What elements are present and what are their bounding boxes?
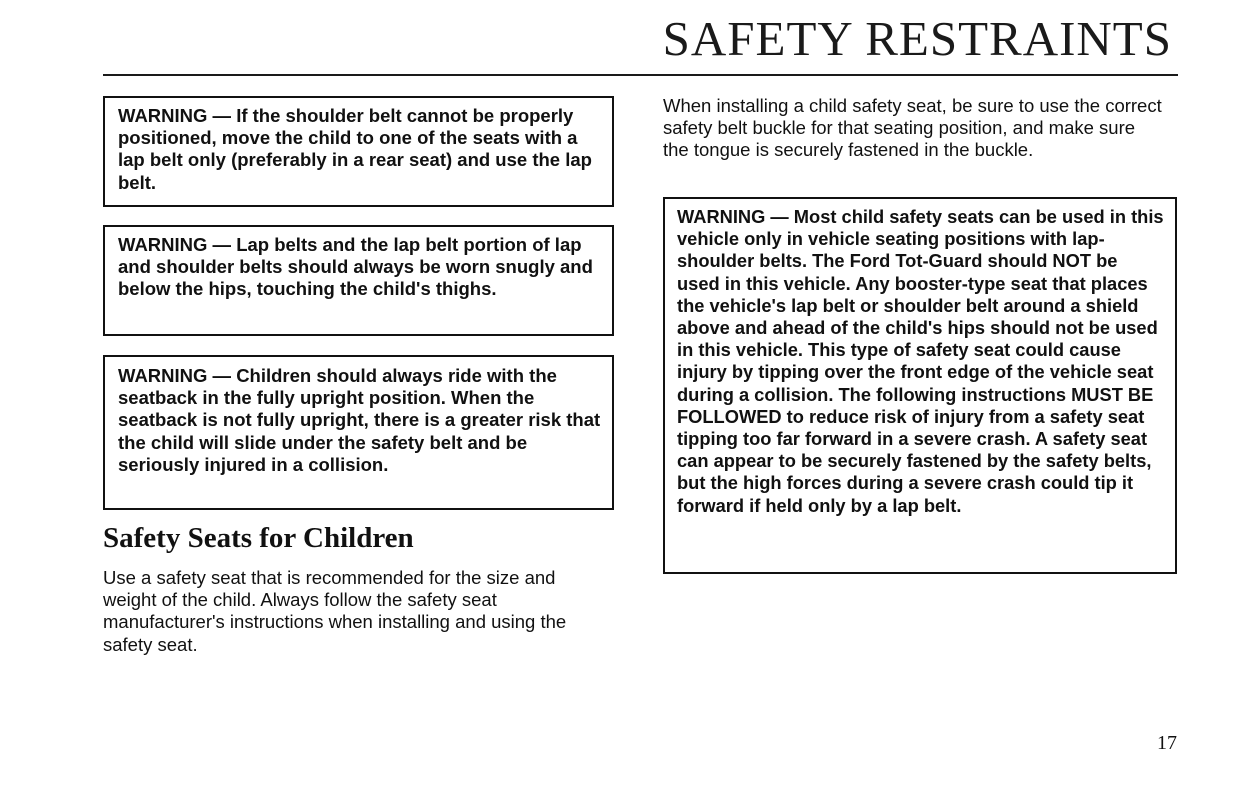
warning-text: WARNING — Most child safety seats can be used in this vehicle only in vehicle seating positions with lap-shoulder belts. The Ford Tot-Guard should NOT be used in this vehicle. Any booster-type seat that places the vehicle's lap belt or shoulder belt around a shield above and ahead of the child's hips should not be used in this vehicle. This type of safety seat could cause injury by tipping over the front edge of the vehicle seat during a collision. The following instructions MUST BE FOLLOWED to reduce risk of injury from a safety seat tipping too far forward in a severe crash. A safety seat can appear to be securely fastened by the safety belts, but the high forces during a severe crash could tip it forward if held only by a lap belt. bbox=[677, 206, 1164, 516]
warning-box-shoulder-belt bbox=[103, 96, 614, 207]
section-heading: Safety Seats for Children bbox=[103, 522, 414, 554]
safety-seat-paragraph: Use a safety seat that is recommended for the size and weight of the child. Always follow the safety seat manufacturer's instructions when installing and using the safety seat. bbox=[103, 567, 567, 655]
page-title: SAFETY RESTRAINTS bbox=[662, 11, 1172, 66]
page-number: 17 bbox=[1157, 732, 1177, 754]
buckle-paragraph: When installing a child safety seat, be sure to use the correct safety belt buckle for that seating position, and make sure the tongue is securely fastened in the buckle. bbox=[663, 95, 1162, 161]
warning-box-child-safety-seats bbox=[663, 197, 1177, 574]
warning-text: WARNING — Children should always ride with the seatback in the fully upright position. When the seatback is not fully upright, there is a greater risk that the child will slide under the safety belt and be seriously injured in a collision. bbox=[118, 365, 601, 475]
title-rule bbox=[103, 74, 1178, 76]
warning-text: WARNING — Lap belts and the lap belt portion of lap and shoulder belts should always be worn snugly and below the hips, touching the child's thighs. bbox=[118, 234, 593, 300]
warning-box-seatback bbox=[103, 355, 614, 510]
warning-text: WARNING — If the shoulder belt cannot be properly positioned, move the child to one of the seats with a lap belt only (preferably in a rear seat) and use the lap belt. bbox=[118, 105, 592, 193]
warning-box-lap-belt bbox=[103, 225, 614, 336]
